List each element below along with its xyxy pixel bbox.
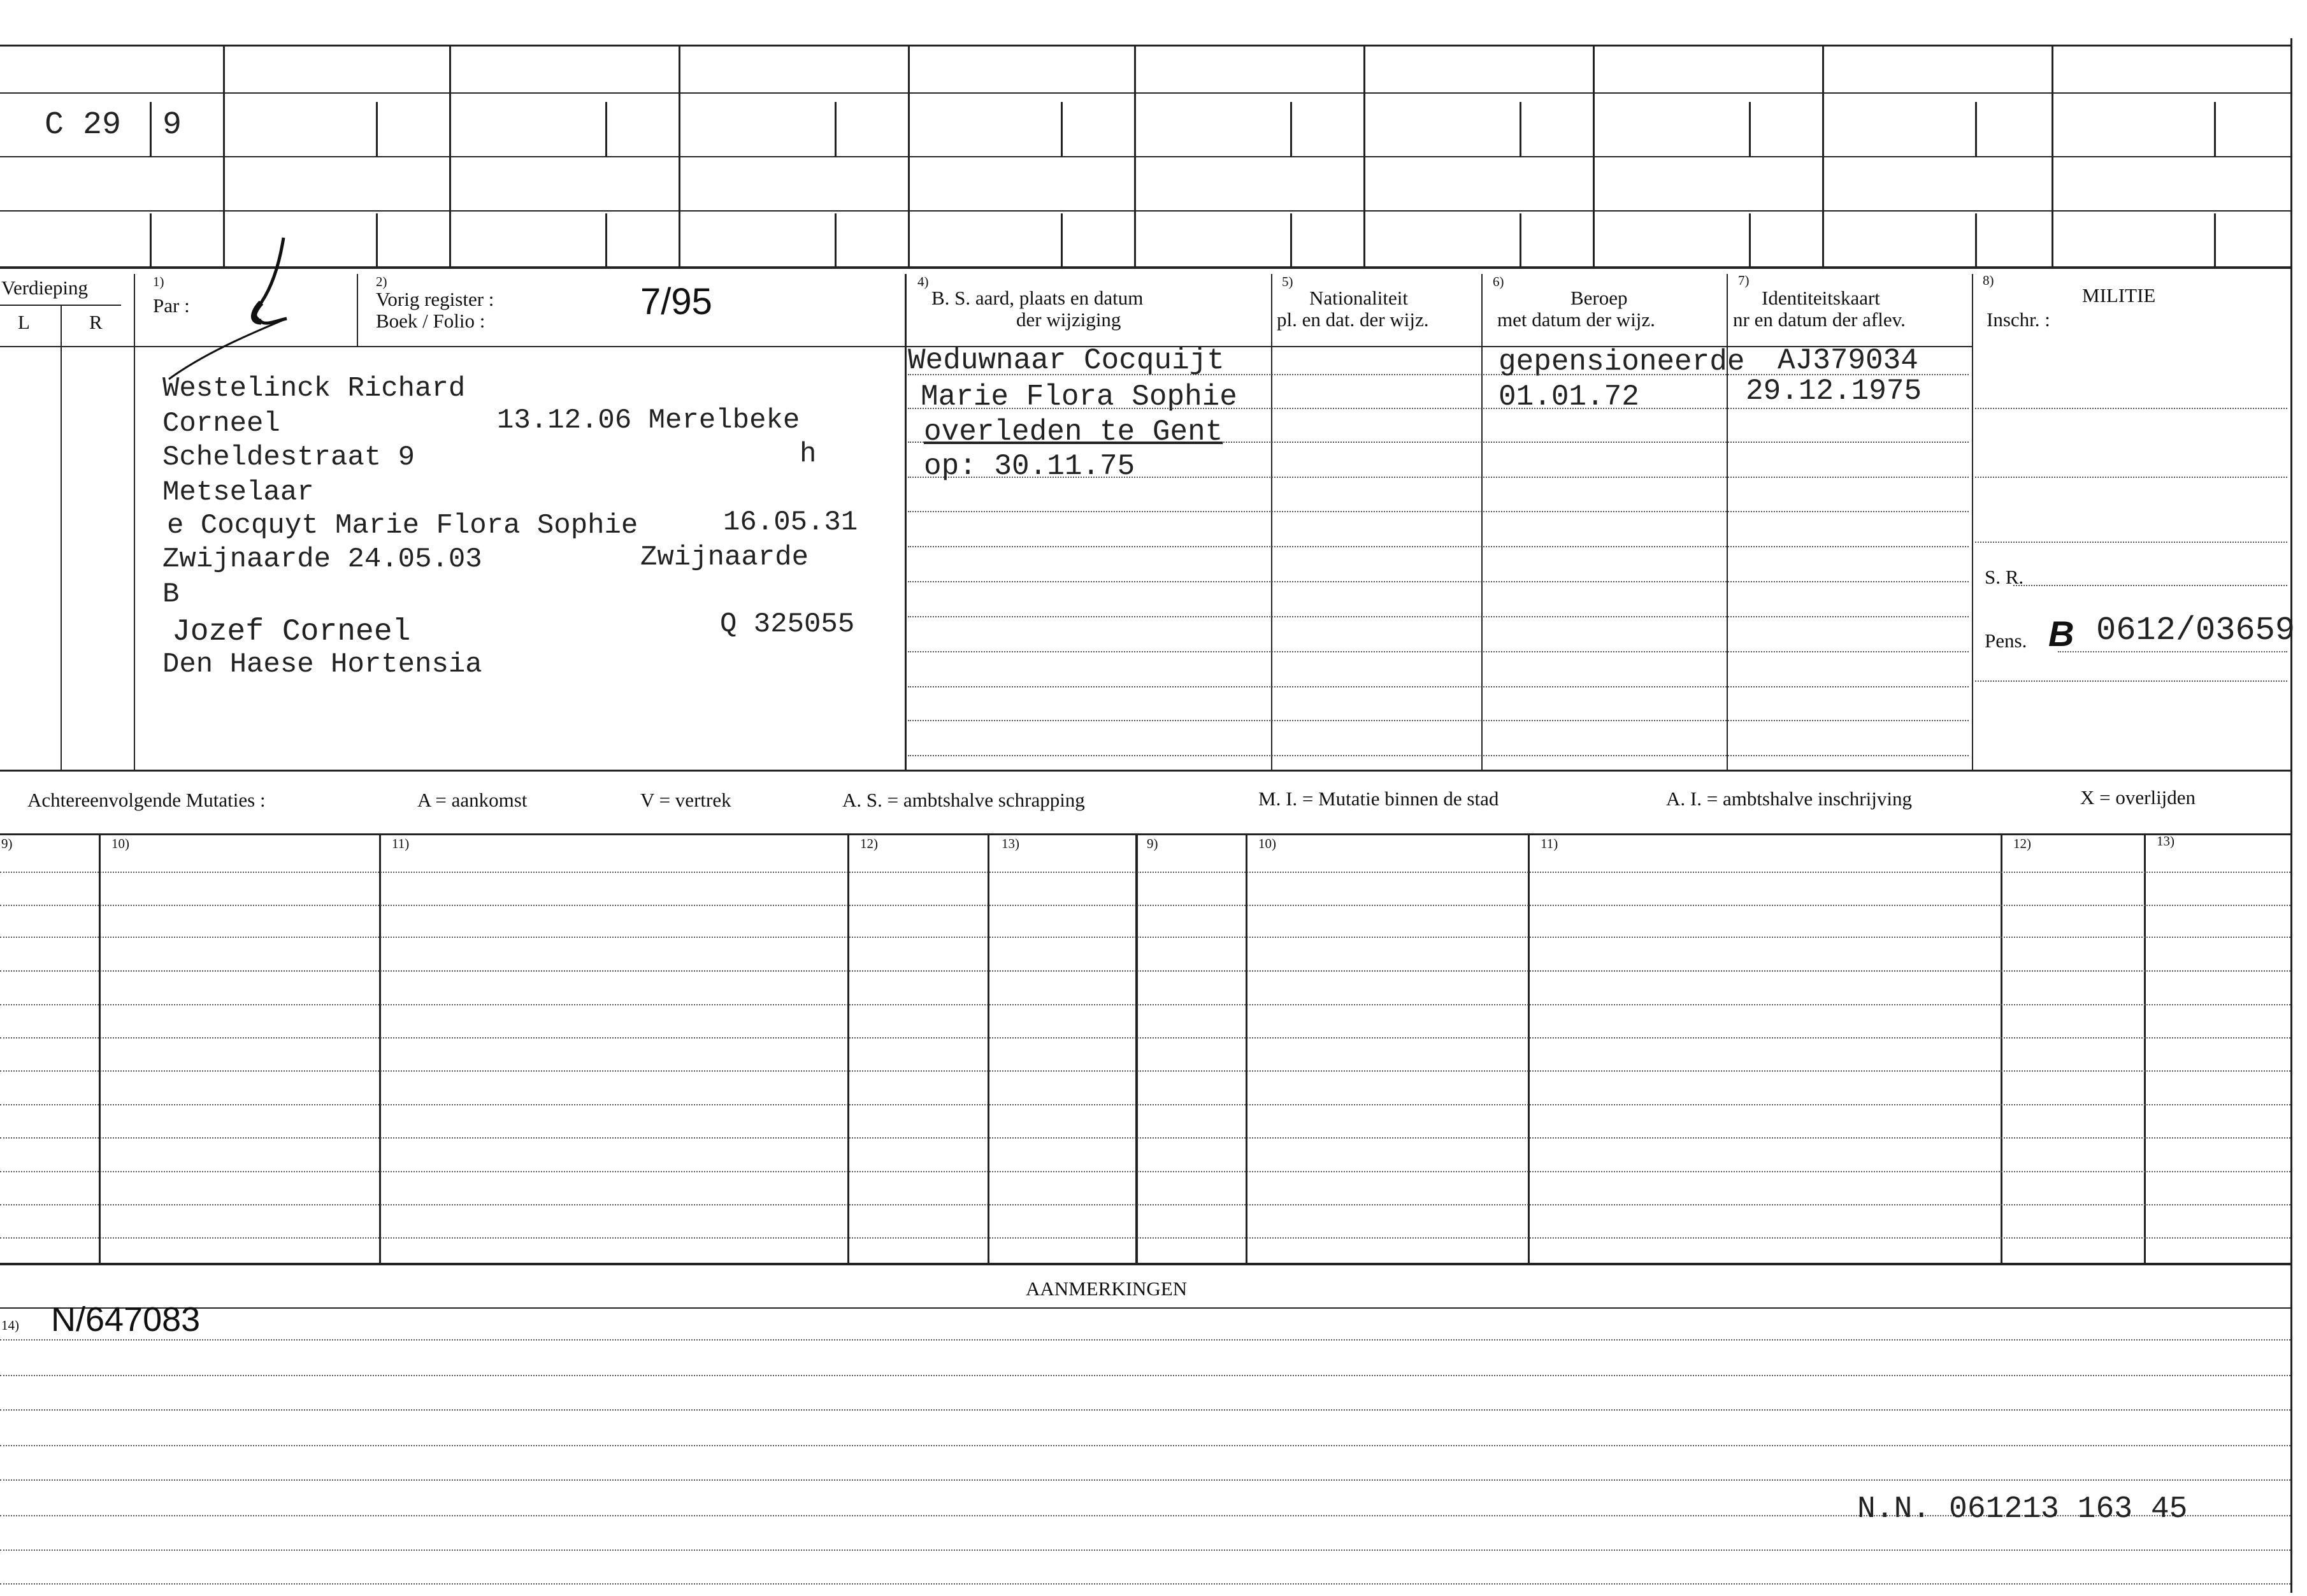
mutation-col-13: 13) xyxy=(1002,836,1019,851)
mutation-col-10b: 10) xyxy=(1258,836,1276,851)
person-spouse-birth: Zwijnaarde 24.05.03 xyxy=(162,543,482,575)
militie-number: 8) xyxy=(1983,273,1994,288)
bs-entry-3: overleden te Gent xyxy=(924,415,1223,449)
sr-label: S. R. xyxy=(1985,566,2024,588)
nat-header-line2: pl. en dat. der wijz. xyxy=(1277,308,1429,331)
register-number: 9 xyxy=(162,107,182,143)
mutation-as: A. S. = ambtshalve schrapping xyxy=(842,789,1085,811)
vorig-register-label: Vorig register : xyxy=(376,288,494,310)
bs-header-line1: B. S. aard, plaats en datum xyxy=(931,287,1144,309)
aanmerkingen-number: 14) xyxy=(1,1318,19,1333)
pens-b: B xyxy=(2048,614,2074,654)
r-label: R xyxy=(89,311,103,333)
mutation-v: V = vertrek xyxy=(640,789,731,811)
person-name: Westelinck Richard xyxy=(162,373,466,405)
id-number: 7) xyxy=(1738,273,1750,288)
person-spouse: e Cocquyt Marie Flora Sophie xyxy=(167,510,638,542)
person-birth: 13.12.06 Merelbeke xyxy=(497,405,800,436)
verdieping-label: Verdieping xyxy=(1,277,89,299)
aanmerkingen-rule xyxy=(0,1307,2290,1309)
mutation-col-11b: 11) xyxy=(1541,836,1558,851)
aanmerkingen-value: N/647083 xyxy=(51,1300,201,1339)
par-number: 1) xyxy=(153,274,164,289)
nat-number: 5) xyxy=(1282,274,1293,289)
beroep-number: 6) xyxy=(1493,274,1504,289)
register-code: C 29 xyxy=(45,107,122,143)
mutations-title: Achtereenvolgende Mutaties : xyxy=(27,789,266,811)
person-h: h xyxy=(800,438,817,470)
person-id-number: Q 325055 xyxy=(720,608,855,640)
mutation-mi: M. I. = Mutatie binnen de stad xyxy=(1258,787,1499,810)
person-street: Scheldestraat 9 xyxy=(162,442,415,473)
person-b: B xyxy=(162,579,180,610)
mutation-col-10: 10) xyxy=(111,836,129,851)
bs-entry-1: Weduwnaar Cocquijt xyxy=(908,344,1225,377)
bs-header-line2: der wijziging xyxy=(1016,308,1121,331)
inschr-label: Inschr. : xyxy=(1987,308,2050,331)
person-first-name: Corneel xyxy=(162,408,280,440)
beroep-entry-2: 01.01.72 xyxy=(1498,380,1639,413)
id-header-line1: Identiteitskaart xyxy=(1762,287,1880,309)
id-header-line2: nr en datum der aflev. xyxy=(1733,308,1906,331)
boek-folio-label: Boek / Folio : xyxy=(376,310,485,332)
national-number: N.N. 061213 163 45 xyxy=(1857,1492,2188,1527)
id-entry-1: AJ379034 xyxy=(1778,344,1918,377)
mutation-col-13b: 13) xyxy=(2157,833,2174,849)
par-label: Par : xyxy=(153,294,190,317)
pens-value: 0612/03659 xyxy=(2096,612,2296,649)
beroep-header-line2: met datum der wijz. xyxy=(1497,308,1655,331)
par-signature xyxy=(166,233,293,385)
pens-label: Pens. xyxy=(1985,629,2027,652)
mutation-a: A = aankomst xyxy=(417,789,528,811)
mutation-ai: A. I. = ambtshalve inschrijving xyxy=(1666,787,1912,810)
mutation-col-11: 11) xyxy=(392,836,410,851)
person-father: Jozef Corneel xyxy=(172,615,411,649)
bs-number: 4) xyxy=(917,274,929,289)
bs-entry-2: Marie Flora Sophie xyxy=(921,380,1237,413)
mutation-x: X = overlijden xyxy=(2080,786,2196,809)
person-occupation: Metselaar xyxy=(162,477,314,508)
beroep-entry-1: gepensioneerde xyxy=(1498,345,1745,378)
nat-header-line1: Nationaliteit xyxy=(1309,287,1408,309)
id-entry-2: 29.12.1975 xyxy=(1746,375,1922,408)
mutation-col-9: 9) xyxy=(1,836,13,851)
mutation-col-12b: 12) xyxy=(2013,836,2031,851)
aanmerkingen-title: AANMERKINGEN xyxy=(1026,1277,1188,1300)
l-label: L xyxy=(18,311,30,333)
person-mother: Den Haese Hortensia xyxy=(162,649,482,680)
militie-title: MILITIE xyxy=(2082,284,2156,306)
vorig-number: 2) xyxy=(376,274,387,289)
bs-entry-4: op: 30.11.75 xyxy=(924,450,1135,483)
beroep-header-line1: Beroep xyxy=(1570,287,1628,309)
mutation-col-12: 12) xyxy=(860,836,878,851)
mutation-col-9b: 9) xyxy=(1147,836,1158,851)
person-spouse-place: Zwijnaarde xyxy=(640,542,809,573)
vorig-register-value: 7/95 xyxy=(640,281,712,322)
person-marriage-date: 16.05.31 xyxy=(723,507,858,538)
